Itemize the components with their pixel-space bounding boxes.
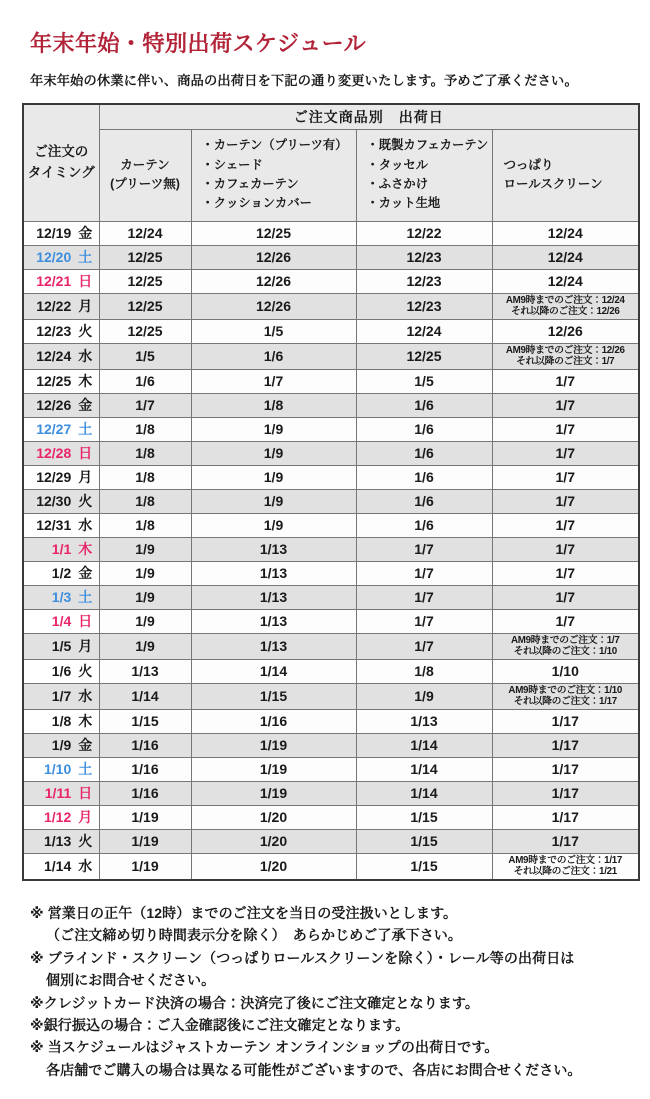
- ship-date-cell: 1/17: [492, 805, 639, 829]
- note: [30, 947, 622, 992]
- table-row: [23, 269, 639, 293]
- order-weekday: 土: [78, 249, 93, 265]
- ship-date-cell: 1/20: [191, 805, 356, 829]
- ship-date-cell: 1/5: [356, 369, 492, 393]
- ship-date-cell: 1/9: [356, 683, 492, 709]
- order-weekday: 火: [78, 833, 93, 850]
- ship-date-cell: [492, 853, 639, 880]
- order-weekday: 水: [78, 858, 93, 875]
- order-date: 1/11: [44, 785, 72, 802]
- table-row: [23, 683, 639, 709]
- order-weekday: 木: [78, 373, 93, 390]
- ship-date-cell: 1/15: [191, 683, 356, 709]
- ship-date-cell: 1/7: [492, 393, 639, 417]
- ship-date-cell: 1/7: [492, 417, 639, 441]
- order-date: 12/27: [36, 421, 72, 438]
- ship-date-cell: 1/7: [99, 393, 191, 417]
- ship-date-cell: [492, 293, 639, 319]
- order-weekday: 月: [78, 809, 93, 826]
- ship-date-cell: 1/6: [356, 465, 492, 489]
- order-date: 1/3: [51, 589, 72, 606]
- order-timing-header: [23, 104, 99, 221]
- order-date: 12/25: [36, 373, 72, 390]
- table-row: [23, 417, 639, 441]
- ship-date-cell: 1/19: [99, 805, 191, 829]
- ship-date-cell: 1/10: [492, 659, 639, 683]
- table-row: [23, 709, 639, 733]
- ship-date-condition-line: AM9時までのご注文：1/10: [508, 684, 623, 696]
- ship-date-cell: 1/8: [191, 393, 356, 417]
- table-row: [23, 829, 639, 853]
- ship-date-cell: 1/20: [191, 853, 356, 880]
- table-row: [23, 659, 639, 683]
- order-date: 12/29: [36, 469, 72, 486]
- order-date-cell: [23, 245, 99, 269]
- note-line: ※クレジットカード決済の場合：決済完了後にご注文確定となります。: [30, 994, 479, 1011]
- ship-date-cell: 1/16: [99, 733, 191, 757]
- ship-date-cell: 1/15: [356, 805, 492, 829]
- order-weekday: 土: [78, 589, 93, 606]
- ship-date-condition-line: AM9時までのご注文：1/7: [511, 634, 620, 646]
- ship-date-cell: 1/19: [99, 829, 191, 853]
- table-row: [23, 319, 639, 343]
- order-date: 12/22: [36, 298, 72, 315]
- product-bullet-item: ・タッセル: [366, 157, 428, 172]
- ship-date-cell: 12/25: [99, 293, 191, 319]
- note: [30, 902, 622, 947]
- ship-date-cell: 1/14: [356, 757, 492, 781]
- order-weekday: 水: [78, 348, 93, 365]
- table-row: [23, 489, 639, 513]
- ship-date-cell: 1/17: [492, 709, 639, 733]
- table-row: [23, 757, 639, 781]
- group-header: ご注文商品別 出荷日: [99, 104, 639, 129]
- order-weekday: 火: [78, 493, 93, 510]
- ship-date-cell: 1/8: [356, 659, 492, 683]
- ship-date-cell: 12/24: [492, 221, 639, 245]
- ship-date-cell: 1/7: [492, 609, 639, 633]
- ship-date-cell: 1/20: [191, 829, 356, 853]
- order-weekday: 火: [78, 663, 93, 680]
- ship-date-cell: 1/6: [356, 393, 492, 417]
- order-date-cell: [23, 683, 99, 709]
- ship-date-cell: 1/6: [99, 369, 191, 393]
- order-date-cell: [23, 343, 99, 369]
- product-bullet-item: ・クッションカバー: [201, 196, 312, 211]
- ship-date-cell: 1/19: [99, 853, 191, 880]
- table-row: [23, 293, 639, 319]
- order-date: 12/28: [36, 445, 72, 462]
- ship-date-condition-line: それ以降のご注文：1/7: [516, 356, 615, 368]
- note: [30, 992, 622, 1014]
- product-header-line: (プリーツ無): [110, 177, 180, 191]
- ship-date-cell: 1/13: [191, 633, 356, 659]
- order-date: 1/13: [44, 833, 72, 850]
- order-date-cell: [23, 853, 99, 880]
- order-date: 1/9: [51, 737, 72, 754]
- ship-date-cell: 1/14: [99, 683, 191, 709]
- ship-date-cell: 1/6: [356, 489, 492, 513]
- ship-date-cell: 1/7: [492, 369, 639, 393]
- order-weekday: 水: [78, 688, 93, 705]
- order-date-cell: [23, 659, 99, 683]
- page-subtitle: 年末年始の休業に伴い、商品の出荷日を下記の通り変更いたします。予めご了承ください。: [30, 73, 578, 88]
- ship-date-cell: 1/8: [99, 513, 191, 537]
- ship-date-condition-line: AM9時までのご注文：1/17: [508, 854, 623, 866]
- ship-date-cell: 1/6: [356, 513, 492, 537]
- ship-date-cell: 1/9: [99, 609, 191, 633]
- table-row: [23, 513, 639, 537]
- ship-date-cell: 1/6: [191, 343, 356, 369]
- order-date: 1/10: [44, 761, 72, 778]
- page-title: 年末年始・特別出荷スケジュール: [30, 31, 367, 56]
- order-date-cell: [23, 441, 99, 465]
- order-weekday: 土: [78, 761, 93, 778]
- ship-date-cell: 1/15: [356, 829, 492, 853]
- ship-date-cell: 12/25: [99, 319, 191, 343]
- note-line: 個別にお問合せください。: [46, 972, 216, 989]
- notes-section: [30, 902, 622, 1081]
- product-header-row: [23, 129, 639, 221]
- ship-date-cell: 1/19: [191, 781, 356, 805]
- ship-date-cell: 1/13: [191, 561, 356, 585]
- ship-date-cell: [492, 683, 639, 709]
- table-row: [23, 369, 639, 393]
- table-row: [23, 609, 639, 633]
- order-date: 1/1: [51, 541, 72, 558]
- ship-date-cell: 1/7: [492, 489, 639, 513]
- table-row: [23, 537, 639, 561]
- ship-date-cell: 1/6: [356, 441, 492, 465]
- product-header-line: つっぱり: [503, 158, 554, 173]
- table-row: [23, 585, 639, 609]
- ship-date-cell: 1/7: [356, 585, 492, 609]
- order-date-cell: [23, 221, 99, 245]
- product-header-line: ロールスクリーン: [503, 177, 603, 191]
- ship-date-cell: 12/23: [356, 269, 492, 293]
- product-column-header: [99, 129, 191, 221]
- order-weekday: 木: [78, 541, 93, 558]
- ship-date-cell: 1/13: [191, 537, 356, 561]
- order-date-cell: [23, 465, 99, 489]
- order-weekday: 日: [78, 273, 93, 289]
- order-date: 12/19: [36, 225, 72, 241]
- table-row: [23, 441, 639, 465]
- product-bullet-item: ・カフェカーテン: [201, 177, 299, 191]
- ship-date-cell: 1/15: [356, 853, 492, 880]
- ship-date-cell: 12/24: [99, 221, 191, 245]
- ship-date-cell: 1/8: [99, 465, 191, 489]
- order-date-cell: [23, 633, 99, 659]
- order-weekday: 日: [78, 785, 93, 802]
- ship-date-cell: 1/5: [99, 343, 191, 369]
- ship-date-cell: 1/14: [356, 733, 492, 757]
- product-column-header: [492, 129, 639, 221]
- order-date: 12/31: [36, 517, 72, 534]
- ship-date-condition-line: それ以降のご注文：1/10: [513, 646, 617, 658]
- ship-date-cell: 1/14: [356, 781, 492, 805]
- order-weekday: 月: [78, 298, 93, 315]
- ship-date-cell: [492, 343, 639, 369]
- order-weekday: 金: [78, 737, 93, 754]
- ship-date-cell: 1/6: [356, 417, 492, 441]
- order-date-cell: [23, 537, 99, 561]
- order-weekday: 土: [78, 421, 93, 438]
- order-date-cell: [23, 609, 99, 633]
- ship-date-cell: 12/26: [492, 319, 639, 343]
- ship-date-cell: 1/16: [99, 757, 191, 781]
- order-date-cell: [23, 393, 99, 417]
- ship-date-cell: 12/23: [356, 293, 492, 319]
- ship-date-cell: 1/7: [492, 537, 639, 561]
- order-timing-line1: ご注文の: [34, 143, 89, 159]
- ship-date-cell: 12/25: [356, 343, 492, 369]
- order-date-cell: [23, 417, 99, 441]
- ship-date-cell: 1/9: [191, 441, 356, 465]
- ship-date-cell: 1/7: [356, 609, 492, 633]
- ship-date-cell: 1/19: [191, 757, 356, 781]
- ship-date-cell: 1/15: [99, 709, 191, 733]
- ship-date-cell: 12/24: [492, 269, 639, 293]
- product-bullet-item: ・カーテン（プリーツ有）: [201, 138, 348, 153]
- product-bullet-item: ・ふさかけ: [366, 177, 428, 191]
- order-weekday: 火: [78, 323, 93, 340]
- table-row: [23, 343, 639, 369]
- ship-date-cell: 1/17: [492, 757, 639, 781]
- ship-date-cell: 12/26: [191, 245, 356, 269]
- ship-date-cell: 1/7: [356, 561, 492, 585]
- table-body: [23, 221, 639, 880]
- order-weekday: 木: [78, 713, 93, 730]
- order-date: 1/2: [51, 565, 72, 582]
- ship-date-condition-line: それ以降のご注文：1/17: [513, 696, 617, 708]
- order-date-cell: [23, 829, 99, 853]
- ship-date-cell: 1/13: [99, 659, 191, 683]
- table-row: [23, 781, 639, 805]
- order-weekday: 水: [78, 517, 93, 534]
- order-date-cell: [23, 757, 99, 781]
- table-header: [23, 104, 639, 221]
- ship-date-condition-line: それ以降のご注文：1/21: [513, 866, 617, 878]
- order-weekday: 日: [78, 613, 93, 630]
- order-date-cell: [23, 585, 99, 609]
- ship-date-cell: 1/9: [191, 513, 356, 537]
- order-date: 1/8: [51, 713, 72, 730]
- ship-date-cell: 12/26: [191, 293, 356, 319]
- table-row: [23, 853, 639, 880]
- ship-date-cell: 12/26: [191, 269, 356, 293]
- product-header-line: カーテン: [120, 158, 170, 173]
- order-date: 12/26: [36, 397, 72, 414]
- ship-date-cell: 12/25: [99, 245, 191, 269]
- product-bullet-item: ・既製カフェカーテン: [366, 138, 489, 153]
- order-date: 12/21: [36, 273, 72, 289]
- order-weekday: 月: [78, 469, 93, 486]
- ship-date-cell: 1/7: [492, 441, 639, 465]
- ship-date-cell: 1/7: [492, 465, 639, 489]
- product-column-header: [191, 129, 356, 221]
- ship-date-cell: 1/9: [191, 465, 356, 489]
- order-timing-line2: タイミング: [27, 164, 95, 180]
- table-row: [23, 561, 639, 585]
- order-date-cell: [23, 781, 99, 805]
- ship-date-cell: 12/22: [356, 221, 492, 245]
- ship-date-cell: 1/9: [99, 537, 191, 561]
- ship-date-cell: 12/24: [356, 319, 492, 343]
- ship-date-cell: 1/16: [191, 709, 356, 733]
- order-weekday: 金: [78, 397, 93, 414]
- ship-date-cell: 1/7: [356, 537, 492, 561]
- order-date-cell: [23, 561, 99, 585]
- ship-date-cell: 1/13: [356, 709, 492, 733]
- ship-date-cell: 1/7: [356, 633, 492, 659]
- note-line: （ご注文締め切り時間表示分を除く） あらかじめご了承下さい。: [46, 927, 462, 944]
- ship-date-cell: 1/17: [492, 781, 639, 805]
- ship-date-cell: 1/19: [191, 733, 356, 757]
- ship-date-cell: 1/7: [492, 585, 639, 609]
- table-row: [23, 245, 639, 269]
- order-date: 1/4: [51, 613, 72, 630]
- ship-date-cell: 1/7: [191, 369, 356, 393]
- order-date: 12/20: [36, 249, 72, 265]
- note: [30, 1036, 622, 1081]
- order-weekday: 日: [78, 445, 93, 462]
- ship-date-cell: 1/9: [191, 417, 356, 441]
- ship-date-cell: 1/17: [492, 733, 639, 757]
- ship-date-cell: 1/16: [99, 781, 191, 805]
- note-line: ※ ブラインド・スクリーン（つっぱりロールスクリーンを除く）・レール等の出荷日は: [30, 949, 575, 966]
- table-row: [23, 221, 639, 245]
- ship-date-cell: 1/7: [492, 513, 639, 537]
- ship-date-cell: 1/5: [191, 319, 356, 343]
- ship-date-cell: 1/14: [191, 659, 356, 683]
- note-line: ※銀行振込の場合：ご入金確認後にご注文確定となります。: [30, 1017, 410, 1033]
- note-line: 各店舗でご購入の場合は異なる可能性がございますので、各店にお問合せください。: [46, 1061, 582, 1078]
- order-date: 1/7: [51, 688, 72, 705]
- order-weekday: 金: [78, 565, 93, 582]
- table-row: [23, 805, 639, 829]
- ship-date-cell: 1/13: [191, 585, 356, 609]
- order-date: 12/23: [36, 323, 72, 340]
- order-date-cell: [23, 709, 99, 733]
- order-date-cell: [23, 733, 99, 757]
- product-bullet-item: ・シェード: [201, 157, 263, 172]
- order-date: 1/12: [44, 809, 72, 826]
- product-bullet-item: ・カット生地: [366, 196, 441, 211]
- table-row: [23, 465, 639, 489]
- ship-date-cell: 1/9: [99, 561, 191, 585]
- order-weekday: 金: [78, 225, 93, 241]
- ship-date-cell: 1/7: [492, 561, 639, 585]
- ship-date-cell: 1/8: [99, 417, 191, 441]
- order-date-cell: [23, 369, 99, 393]
- order-date: 1/6: [51, 663, 72, 680]
- product-column-header: [356, 129, 492, 221]
- ship-date-cell: 1/13: [191, 609, 356, 633]
- order-date-cell: [23, 513, 99, 537]
- note: [30, 1014, 622, 1036]
- order-date-cell: [23, 319, 99, 343]
- ship-date-cell: 1/8: [99, 441, 191, 465]
- ship-date-cell: [492, 633, 639, 659]
- order-date-cell: [23, 293, 99, 319]
- note-line: ※ 当スケジュールはジャストカーテン オンラインショップの出荷日です。: [30, 1039, 499, 1056]
- ship-date-cell: 12/25: [99, 269, 191, 293]
- ship-date-condition-line: AM9時までのご注文：12/26: [505, 344, 625, 356]
- order-date: 1/14: [44, 858, 72, 875]
- order-date-cell: [23, 489, 99, 513]
- table-row: [23, 733, 639, 757]
- ship-date-cell: 1/9: [191, 489, 356, 513]
- ship-date-condition-line: AM9時までのご注文：12/24: [505, 294, 625, 306]
- order-date: 12/24: [36, 348, 72, 365]
- table-row: [23, 393, 639, 417]
- ship-date-cell: 12/25: [191, 221, 356, 245]
- ship-date-condition-line: それ以降のご注文：12/26: [511, 306, 620, 318]
- order-weekday: 月: [78, 638, 93, 655]
- table-row: [23, 633, 639, 659]
- ship-date-cell: 1/17: [492, 829, 639, 853]
- order-date-cell: [23, 805, 99, 829]
- ship-date-cell: 1/8: [99, 489, 191, 513]
- order-date: 1/5: [51, 638, 72, 655]
- order-date-cell: [23, 269, 99, 293]
- ship-date-cell: 1/9: [99, 633, 191, 659]
- order-date: 12/30: [36, 493, 72, 510]
- shipping-schedule-table: [22, 103, 640, 881]
- ship-date-cell: 12/24: [492, 245, 639, 269]
- ship-date-cell: 12/23: [356, 245, 492, 269]
- note-line: ※ 営業日の正午（12時）までのご注文を当日の受注扱いとします。: [30, 904, 458, 921]
- ship-date-cell: 1/9: [99, 585, 191, 609]
